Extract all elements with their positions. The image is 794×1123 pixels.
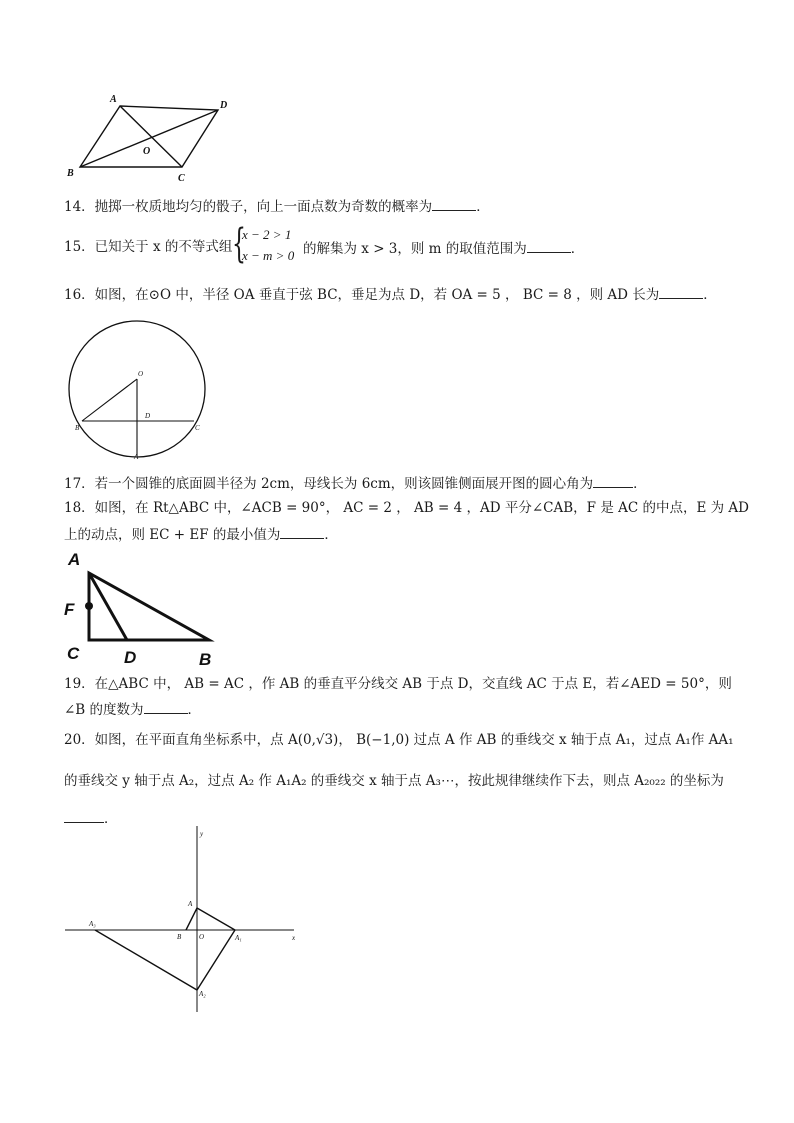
label-C: C (195, 424, 200, 432)
label-y: y (200, 830, 204, 838)
q17-end: ． (633, 476, 647, 492)
label-A2: A₂ (199, 990, 206, 998)
label-A: A (188, 900, 193, 908)
inequality-1: x − 2 > 1 (242, 227, 292, 242)
q15-prefix: 15．已知关于 x 的不等式组 (64, 239, 233, 255)
q20-line2: 的垂线交 y 轴于点 A₂，过点 A₂ 作 A₁A₂ 的垂线交 x 轴于点 A₃⋯，按此规律继续作下去，则点 A₂₀₂₂ 的坐标为 (64, 773, 724, 789)
q19-line2: ∠B 的度数为 (64, 702, 144, 718)
label-C: C (67, 644, 80, 663)
q19-line1: 19．在△ABC 中， AB = AC ，作 AB 的垂直平分线交 AB 于点 D，交直线 AC 于点 E，若∠AED = 50°，则 (64, 676, 732, 692)
label-B: B (199, 650, 212, 669)
label-B: B (67, 168, 74, 179)
q14-text: 14．抛掷一枚质地均匀的骰子，向上一面点数为奇数的概率为 (64, 199, 433, 215)
q20-line1: 20．如图，在平面直角坐标系中，点 A(0,√3)， B(−1,0) 过点 A 作 AB 的垂线交 x 轴于点 A₁，过点 A₁作 AA₁ (64, 732, 734, 748)
q15-end: ． (570, 241, 585, 257)
inequality-2: x − m > 0 (242, 248, 295, 263)
q20-end: ． (104, 811, 118, 827)
q16-end: ． (703, 287, 717, 303)
brace-symbol: { (232, 221, 246, 267)
label-B: B (177, 933, 182, 941)
label-D: D (220, 100, 228, 111)
label-A3: A₃ (89, 920, 96, 928)
label-O: O (138, 370, 144, 378)
label-D: D (124, 648, 137, 667)
label-x: x (292, 934, 296, 942)
label-C: C (178, 173, 185, 184)
label-O: O (143, 146, 151, 157)
q18-line2: 上的动点，则 EC + EF 的最小值为 (64, 527, 281, 543)
label-A: A (134, 453, 139, 461)
q15-suffix: 的解集为 x > 3，则 m 的取值范围为 (303, 241, 527, 257)
label-A1: A₁ (235, 934, 242, 942)
label-B: B (75, 424, 80, 432)
q19-end: ． (187, 702, 202, 718)
q14-end: ． (476, 199, 490, 215)
q18-line1: 18．如图，在 Rt△ABC 中，∠ACB = 90°， AC = 2 ， AB = 4 ，AD 平分∠CAB，F 是 AC 的中点，E 为 AD (64, 500, 749, 516)
q18-end: ． (324, 527, 338, 543)
label-F: F (64, 600, 75, 619)
label-D: D (145, 412, 151, 420)
label-A: A (110, 94, 117, 105)
label-A: A (68, 550, 81, 569)
q16-text: 16．如图，在⊙O 中，半径 OA 垂直于弦 BC，垂足为点 D，若 OA = 5 ， BC = 8 ，则 AD 长为 (64, 287, 660, 303)
label-O: O (199, 933, 205, 941)
q17-text: 17．若一个圆锥的底面圆半径为 2cm，母线长为 6cm，则该圆锥侧面展开图的圆心角为 (64, 476, 594, 492)
